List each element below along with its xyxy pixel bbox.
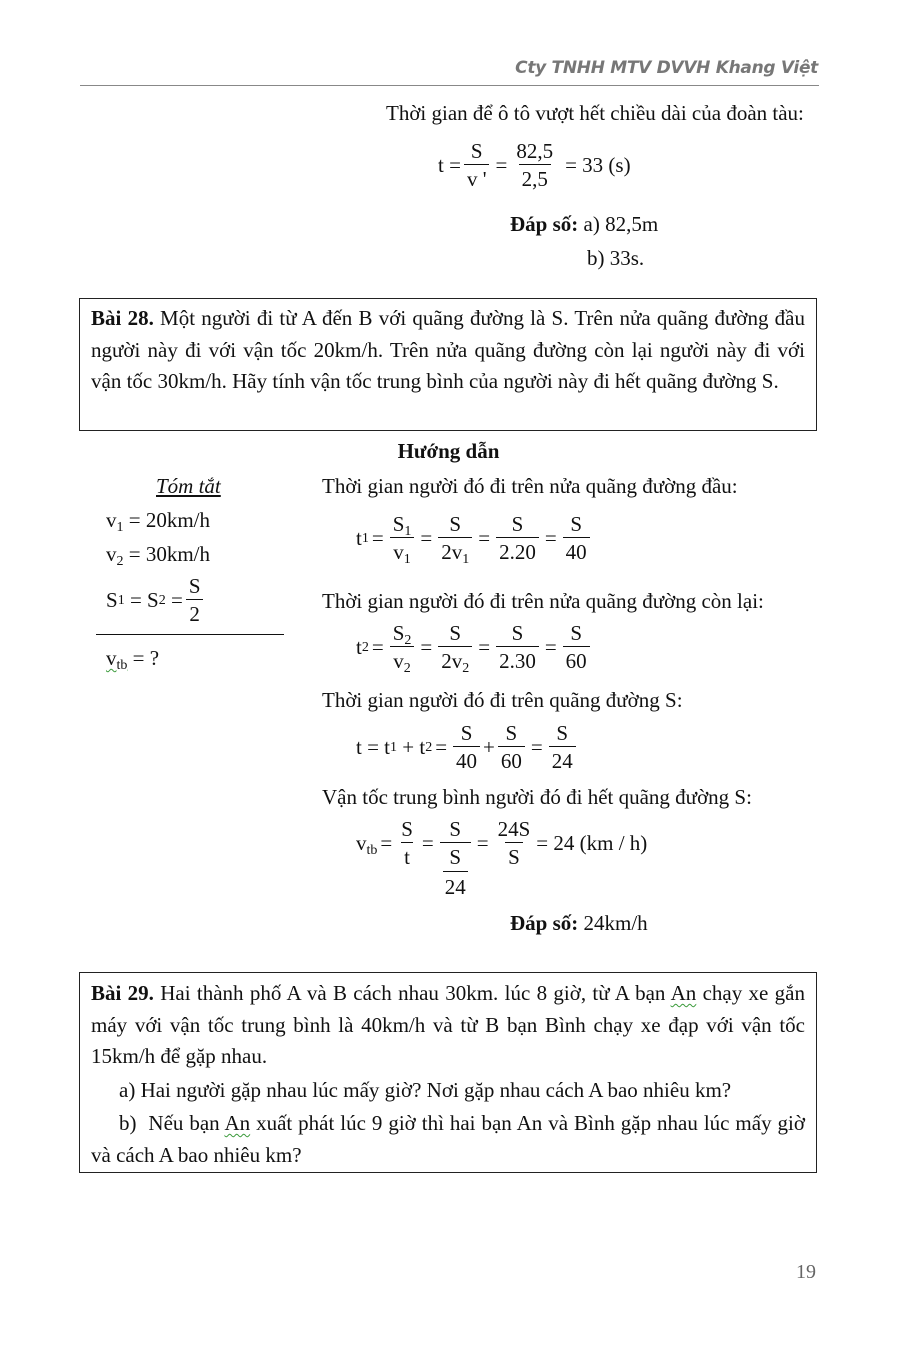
problem-28-label: Bài 28. [91,306,154,330]
step4-equation: $v_{tb}$ = $\frac{S}{t}$ = S S 24 = $\frac{24S}{S}$ = 24 (km / h) [356,816,647,902]
prev-answer-b: b) 33s. [587,246,645,270]
problem-28-box [79,298,817,431]
step3-equation: t = t 1 + t 2 = $\frac{S}{40}$ + $\frac{S}{60}$ = $\frac{S}{24}$ [356,720,579,775]
problem-29-label: Bài 29. [91,981,154,1005]
publisher-header: Cty TNHH MTV DVVH Khang Việt [515,58,818,78]
fraction-s-over-v: $\frac{S}{v '}$ [464,138,490,193]
answer-label: Đáp số: [510,212,579,236]
problem-29-part-b: b) Nếu bạn An xuất phát lúc 9 giờ thì hai bạn An và Bình gặp nhau lúc mấy giờ và cách A bao nhiêu km? [91,1111,805,1167]
step2-equation: t 2 = $\frac{S_2}{v_2}$ = $\frac{S}{2v_2}$ = $\frac{S}{2.30}$ = $\frac{S}{60}$ [356,620,593,675]
prev-solution-equation: t = $\frac{S}{v '}$ = $\frac{82,5}{2,5}$ = 33 (s) [438,139,631,191]
summary-s: S 1 = S 2 = $\frac{S}{2}$ [106,573,207,628]
summary-v2: $v_2 = 30km/h$ [106,542,211,569]
step1-equation: t 1 = $\frac{S_1}{v_1}$ = $\frac{S}{2v_1}$ = $\frac{S}{2.20}$ = $\frac{S}{40}$ [356,511,593,566]
problem-29-part-a: a) Hai người gặp nhau lúc mấy giờ? Nơi gặp nhau cách A bao nhiêu km? [119,1077,732,1102]
prev-answer-a: Đáp số: a) 82,5m [510,212,659,236]
fraction-numeric: $\frac{82,5}{2,5}$ [516,139,554,191]
header-divider [80,85,819,86]
step3-text: Thời gian người đó đi trên quãng đường S: [322,688,683,712]
problem-29-box [79,972,817,1173]
step1-text: Thời gian người đó đi trên nửa quãng đường đầu: [322,474,738,498]
solution-28-answer: Đáp số: 24km/h [510,911,648,935]
prev-solution-intro: Thời gian để ô tô vượt hết chiều dài của đoàn tàu: [386,101,804,125]
page-number: 19 [796,1261,816,1283]
fraction-s-half: $\frac{S}{2}$ [186,573,204,628]
summary-find: $v_{tb}$ = ? [106,646,160,673]
step4-text: Vận tốc trung bình người đó đi hết quãng đường S: [322,785,752,809]
problem-29-text: Bài 29. Hai thành phố A và B cách nhau 30km. lúc 8 giờ, từ A bạn An chạy xe gắn máy với vận tốc trung bình là 40km/h và từ B bạn Bình chạy xe đạp với vận tốc 15km/h để gặp nhau. [91,981,806,1068]
eq-result: = 33 (s) [565,153,631,177]
problem-28-text: Bài 28. Một người đi từ A đến B với quãng đường là S. Trên nửa quãng đường đầu người này đi với vận tốc 20km/h. Trên nửa quãng đường còn lại người này đi với vận tốc 30km/h. Hãy tính vận tốc trung bình của người này đi hết quãng đường S. [91,306,805,393]
eq-lhs: t = [438,153,461,177]
solution-heading: Hướng dẫn [397,439,500,463]
step2-text: Thời gian người đó đi trên nửa quãng đường còn lại: [322,589,764,613]
summary-divider [96,634,284,635]
summary-title: Tóm tắt [156,474,221,498]
summary-v1: $v_1 = 20km/h$ [106,508,211,535]
